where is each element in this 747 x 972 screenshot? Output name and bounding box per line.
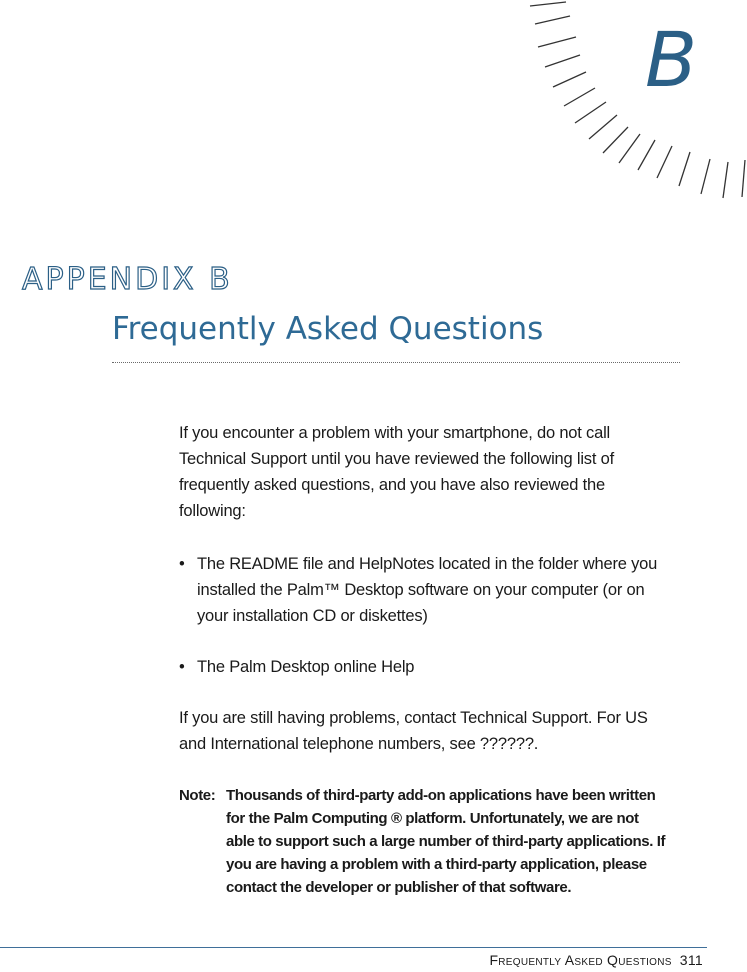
list-item — [179, 551, 669, 629]
bullet-icon: • — [179, 658, 185, 676]
page-number: 311 — [679, 952, 703, 968]
note-block — [179, 784, 669, 899]
bullet-icon: • — [179, 555, 185, 573]
contact-paragraph: If you are still having problems, contact Technical Support. For US and International telephone numbers, see ??????. — [179, 709, 648, 753]
list-item-text: The Palm Desktop online Help — [197, 658, 415, 676]
intro-paragraph: If you encounter a problem with your smartphone, do not call Technical Support until you have reviewed the following list of frequently asked questions, and you have also reviewed the following: — [179, 424, 614, 520]
note-label: Note: — [179, 787, 216, 804]
chapter-tick-decoration — [0, 0, 747, 260]
footer-section-title: Frequently Asked Questions — [489, 952, 672, 968]
appendix-label: APPENDIX B — [22, 262, 233, 297]
list-item-text: The README file and HelpNotes located in the folder where you installed the Palm™ Desktop software on your computer (or on your installation CD or diskettes) — [197, 555, 658, 625]
list-item — [179, 654, 669, 680]
page-footer — [489, 952, 703, 968]
chapter-letter: B — [645, 15, 698, 104]
body-content — [179, 420, 669, 899]
page-title: Frequently Asked Questions — [112, 311, 544, 347]
footer-rule — [0, 947, 707, 948]
note-text: Thousands of third-party add-on applications have been written for the Palm Computing ® platform. Unfortunately, we are not able to support such a large number of third-party applications. If you are having a problem with a third-party application, please contact the developer or publisher of that software. — [226, 787, 666, 896]
title-dotted-rule — [112, 362, 680, 363]
